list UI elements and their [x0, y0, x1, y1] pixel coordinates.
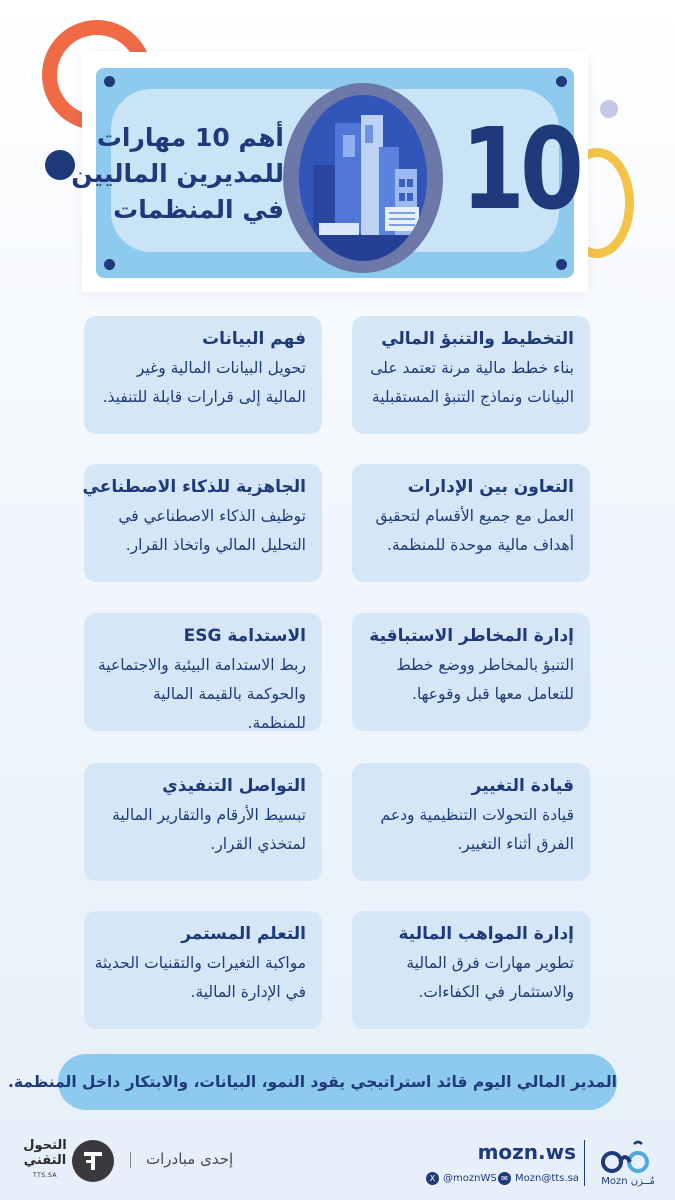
summary-banner: المدير المالي اليوم قائد استراتيجي يقود النمو، البيانات، والابتكار داخل المنظمة. [58, 1054, 617, 1110]
skill-card-description: تطوير مهارات فرق المالية والاستثمار في الكفاءات. [406, 954, 574, 1001]
skill-card-description: ربط الاستدامة البيئية والاجتماعية والحوكمة بالقيمة المالية للمنظمة. [97, 656, 306, 732]
skill-card-title: التواصل التنفيذي [162, 776, 306, 796]
skill-card-description: قيادة التحولات التنظيمية ودعم الفرق أثناء التغيير. [380, 806, 574, 853]
skill-card-financial-planning [352, 316, 590, 434]
skill-card-ai-readiness [84, 464, 322, 582]
footer-separator [130, 1152, 131, 1168]
partner-domain: TTS.SA [33, 1172, 57, 1179]
skill-card-title: الجاهزية للذكاء الاصطناعي [82, 477, 306, 497]
skill-card-title: التخطيط والتنبؤ المالي [381, 329, 574, 349]
partner-name: التحول التقني [23, 1138, 67, 1168]
skill-card-description: التنبؤ بالمخاطر ووضع خطط للتعامل معها قبل وقوعها. [396, 656, 574, 703]
brand-tagline: Mozn مُــزن [601, 1176, 655, 1187]
skill-card-title: قيادة التغيير [471, 776, 574, 796]
skill-card-title: إدارة المواهب المالية [398, 924, 574, 944]
skill-card-title: التعاون بين الإدارات [407, 477, 574, 497]
skill-card-description: العمل مع جميع الأقسام لتحقيق أهداف مالية موحدة للمنظمة. [375, 507, 574, 554]
skill-card-description: مواكبة التغيرات والتقنيات الحديثة في الإدارة المالية. [94, 954, 306, 1001]
skill-card-cross-department [352, 464, 590, 582]
skill-card-title: إدارة المخاطر الاستباقية [369, 626, 574, 646]
skill-card-title: الاستدامة ESG [183, 626, 306, 646]
skill-card-title: فهم البيانات [202, 329, 306, 349]
skill-card-description: توظيف الذكاء الاصطناعي في التحليل المالي واتخاذ القرار. [118, 507, 306, 554]
x-icon: X [426, 1172, 439, 1185]
initiatives-label: إحدى مبادرات [146, 1150, 234, 1168]
mail-icon: ✉ [498, 1172, 511, 1185]
bolt-icon [104, 259, 115, 270]
skill-card-description: تبسيط الأرقام والتقارير المالية لمتخذي القرار. [112, 806, 306, 853]
skill-card-talent-management [352, 911, 590, 1029]
bolt-icon [556, 76, 567, 87]
hero-number: 10 [461, 105, 579, 235]
email-contact[interactable] [498, 1172, 579, 1185]
bolt-icon [556, 259, 567, 270]
twitter-contact[interactable] [426, 1172, 497, 1185]
tts-logo-icon [72, 1140, 114, 1182]
skill-card-data-understanding [84, 316, 322, 434]
footer-divider [584, 1140, 585, 1186]
hero-title-line: في المنظمات [113, 195, 284, 224]
hero-title-line: للمديرين الماليين [71, 159, 284, 188]
twitter-handle: @moznWS [443, 1173, 497, 1184]
skill-card-executive-communication [84, 763, 322, 881]
skill-card-title: التعلم المستمر [181, 924, 306, 944]
email-text: Mozn@tts.sa [515, 1173, 579, 1184]
city-buildings-illustration [299, 95, 427, 261]
hero-title [71, 120, 284, 228]
skill-card-description: تحويل البيانات المالية وغير المالية إلى قرارات قابلة للتنفيذ. [102, 359, 306, 406]
skill-card-risk-management [352, 613, 590, 731]
bolt-icon [104, 76, 115, 87]
hero-title-line: أهم 10 مهارات [96, 123, 284, 152]
skill-card-change-leadership [352, 763, 590, 881]
skill-card-continuous-learning [84, 911, 322, 1029]
skill-card-esg [84, 613, 322, 731]
skill-card-description: بناء خطط مالية مرنة تعتمد على البيانات ونماذج التنبؤ المستقبلية [370, 359, 574, 406]
website-link[interactable]: mozn.ws [477, 1140, 576, 1164]
decor-lilac-dot [600, 100, 618, 118]
